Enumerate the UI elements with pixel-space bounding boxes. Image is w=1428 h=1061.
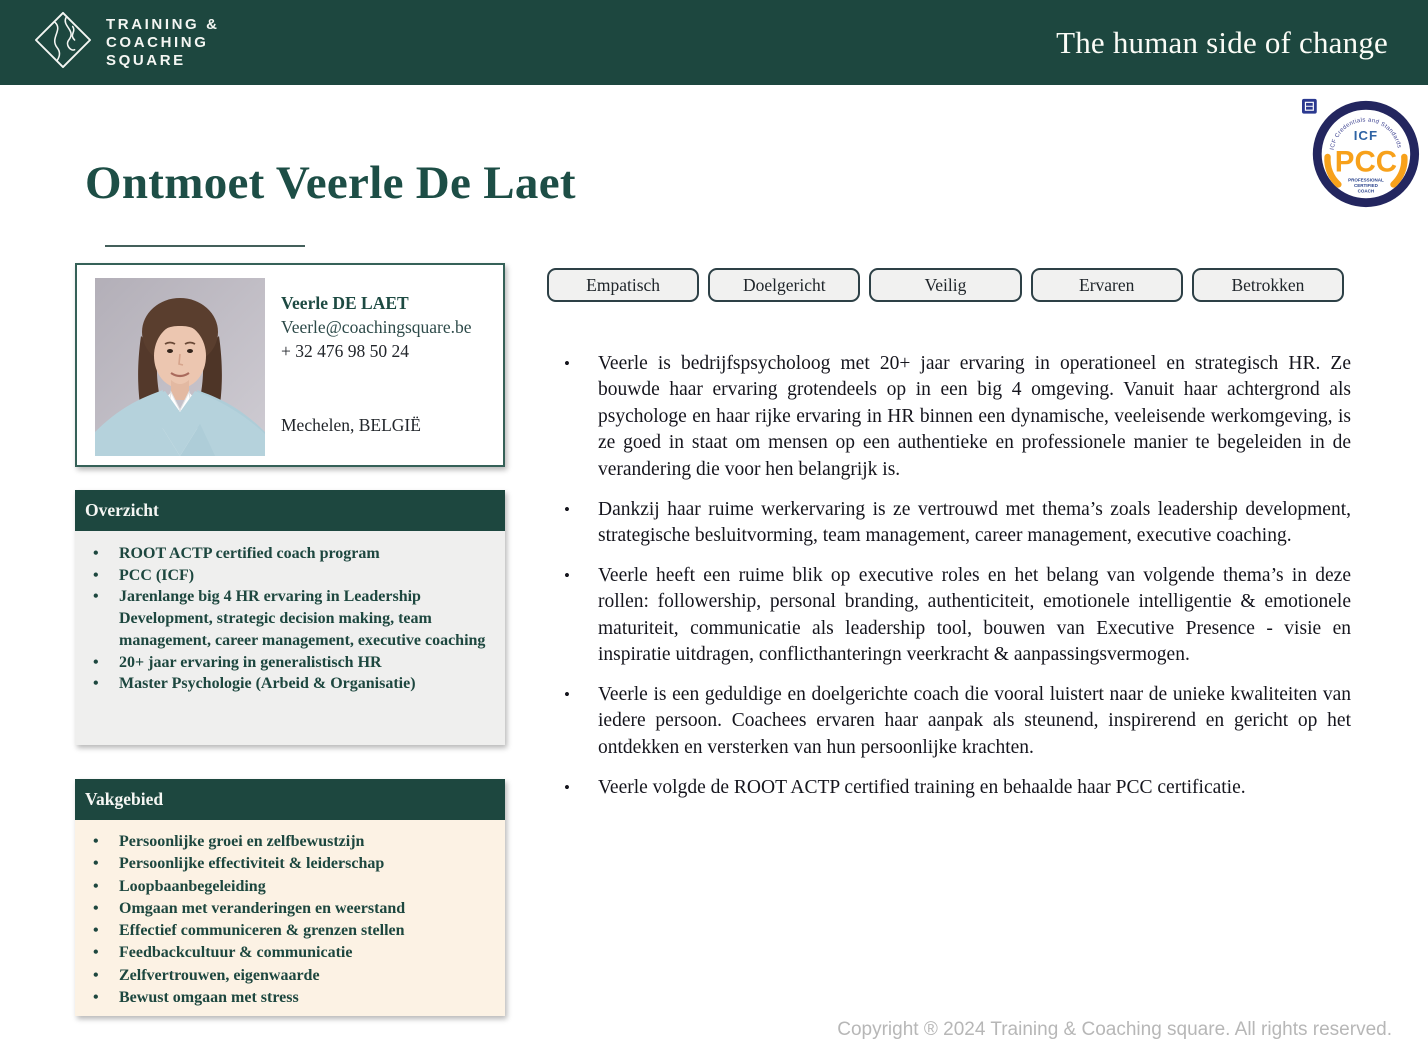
tag-doelgericht[interactable]: Doelgericht: [708, 268, 860, 302]
list-item: • 20+ jaar ervaring in generalistisch HR: [119, 652, 499, 674]
person-phone: + 32 476 98 50 24: [281, 341, 409, 361]
list-item: • ROOT ACTP certified coach program: [119, 543, 499, 565]
trait-tags: [547, 268, 1344, 302]
list-item: • PCC (ICF): [119, 565, 499, 587]
vakgebied-header: Vakgebied: [75, 779, 505, 820]
vakgebied-list: [75, 831, 505, 1009]
list-item: • Feedbackcultuur & communicatie: [119, 942, 499, 964]
list-item: • Bewust omgaan met stress: [119, 987, 499, 1009]
list-item: • Effectief communiceren & grenzen stellen: [119, 920, 499, 942]
company-logo-icon: [34, 11, 92, 74]
company-logo-text: [106, 16, 220, 70]
badge-sub1: PROFESSIONAL: [1348, 177, 1384, 183]
logo-line: SQUARE: [106, 51, 186, 69]
about-paragraph: • Veerle is bedrijfspsycholoog met 20+ jaar ervaring in operationeel en strategisch HR. Ze bouwde haar ervaring grotendeels op in een big 4 omgeving. Vanuit haar achtergrond als psychologe en haar rijke ervaring in HR binnen een dynamische, veeleisende werkomgeving, is ze goed in staat om mensen op een authentieke en professionele manier te begeleiden in de verandering die voor hen belangrijk is.: [547, 351, 1351, 483]
icf-pcc-badge: [1301, 92, 1423, 212]
vakgebied-body: [75, 820, 505, 1016]
page-title: Ontmoet Veerle De Laet: [85, 157, 576, 209]
company-logo: [34, 11, 220, 74]
about-paragraph: • Veerle is een geduldige en doelgerichte coach die vooral luistert naar de unieke kwaliteiten van iedere persoon. Coachees ervaren haar aanpak als steunend, inspirerend en gericht op het ontdekken en versterken van hun persoonlijke krachten.: [547, 682, 1351, 761]
about-paragraph: • Veerle heeft een ruime blik op executive roles en het belang van volgende thema’s in deze rollen: followership, personal branding, authenticiteit, emotionele intelligentie & emotionele maturiteit, communicatie als leadership tool, bouwen van Executive Presence - visie en inspiratie uitdragen, conflicthanteringn veerkracht & aanpassingsvermogen.: [547, 563, 1351, 669]
tag-empatisch[interactable]: Empatisch: [547, 268, 699, 302]
tag-veilig[interactable]: Veilig: [869, 268, 1021, 302]
person-email[interactable]: Veerle@coachingsquare.be: [281, 317, 472, 337]
badge-sub3: COACH: [1357, 188, 1375, 194]
logo-line: TRAINING &: [106, 15, 220, 33]
overzicht-section: [75, 490, 505, 745]
person-name: Veerle DE LAET: [281, 293, 409, 313]
header-tagline: The human side of change: [1056, 24, 1388, 60]
list-item: • Persoonlijke groei en zelfbewustzijn: [119, 831, 499, 853]
list-item: • Loopbaanbegeleiding: [119, 876, 499, 898]
overzicht-list: [75, 543, 505, 695]
badge-sub2: CERTIFIED: [1354, 183, 1378, 189]
copyright-notice: Copyright ® 2024 Training & Coaching square. All rights reserved.: [837, 1019, 1392, 1040]
about-paragraph: • Veerle volgde de ROOT ACTP certified training en behaalde haar PCC certificatie.: [547, 775, 1351, 801]
profile-card: [75, 263, 505, 467]
list-item: • Omgaan met veranderingen en weerstand: [119, 898, 499, 920]
list-item: • Jarenlange big 4 HR ervaring in Leadership Development, strategic decision making, team management, career management, executive coaching: [119, 586, 499, 651]
overzicht-body: [75, 531, 505, 745]
tag-ervaren[interactable]: Ervaren: [1031, 268, 1183, 302]
list-item: • Master Psychologie (Arbeid & Organisatie): [119, 673, 499, 695]
tag-betrokken[interactable]: Betrokken: [1192, 268, 1344, 302]
logo-line: COACHING: [106, 33, 209, 51]
profile-photo: [95, 278, 265, 456]
contact-info: [281, 291, 491, 437]
about-paragraph: • Dankzij haar ruime werkervaring is ze vertrouwd met thema’s zoals leadership development, strategische besluitvorming, team management, career management, executive coaching.: [547, 497, 1351, 550]
about-text: [547, 351, 1351, 815]
badge-arc-text: ICF Credentials and Standards: [1329, 117, 1402, 151]
list-item: • Zelfvertrouwen, eigenwaarde: [119, 965, 499, 987]
person-location: Mechelen, BELGIË: [281, 415, 421, 435]
vakgebied-section: [75, 779, 505, 1016]
badge-icf-text: ICF: [1353, 128, 1379, 144]
badge-pcc-text: PCC: [1334, 145, 1398, 179]
header-bar: [0, 0, 1428, 85]
overzicht-header: Overzicht: [75, 490, 505, 531]
list-item: • Persoonlijke effectiviteit & leiderschap: [119, 853, 499, 875]
title-underline: [105, 245, 305, 247]
about-list: [547, 351, 1351, 801]
